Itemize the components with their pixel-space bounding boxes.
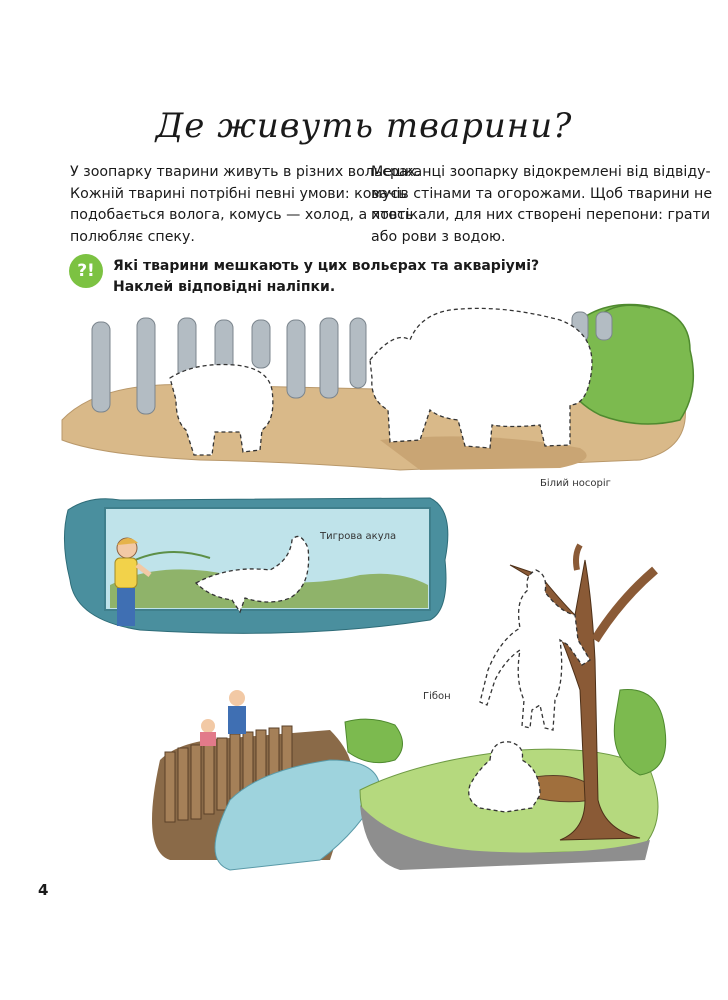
aquarium-illustration bbox=[64, 498, 447, 633]
intro-right-line: або рови з водою. bbox=[371, 228, 506, 245]
intro-left-line: подобається волога, комусь — холод, а хтось bbox=[70, 207, 414, 223]
intro-right-line: Мешканці зоопарку відокремлені від відвіду- bbox=[371, 164, 711, 180]
intro-left-line: Кожній тварині потрібні певні умови: комусь bbox=[70, 185, 407, 202]
gibbon-label: Гібон bbox=[423, 691, 451, 702]
intro-left-line: У зоопарку тварини живуть в різних вольєрах. bbox=[70, 164, 421, 180]
shark-label: Тигрова акула bbox=[320, 531, 397, 542]
intro-right-line: повтікали, для них створені перепони: грати bbox=[371, 207, 711, 223]
intro-left-line: полюбляє спеку. bbox=[70, 228, 195, 245]
question-line: Які тварини мешкають у цих вольєрах та акваріумі? bbox=[113, 258, 540, 274]
page-title: Де живуть тварини? bbox=[155, 106, 573, 146]
rhino-sticker-outline bbox=[370, 308, 592, 448]
page-number: 4 bbox=[38, 881, 49, 899]
rhino-enclosure-illustration bbox=[62, 304, 693, 470]
question-icon: ?! bbox=[69, 254, 103, 288]
question-line: Наклей відповідні наліпки. bbox=[113, 279, 336, 295]
gibbon-sticker-outline bbox=[480, 570, 590, 730]
intro-right-line: вачів стінами та огорожами. Щоб тварини не bbox=[371, 185, 713, 202]
rhino-label: Білий носоріг bbox=[540, 478, 611, 489]
